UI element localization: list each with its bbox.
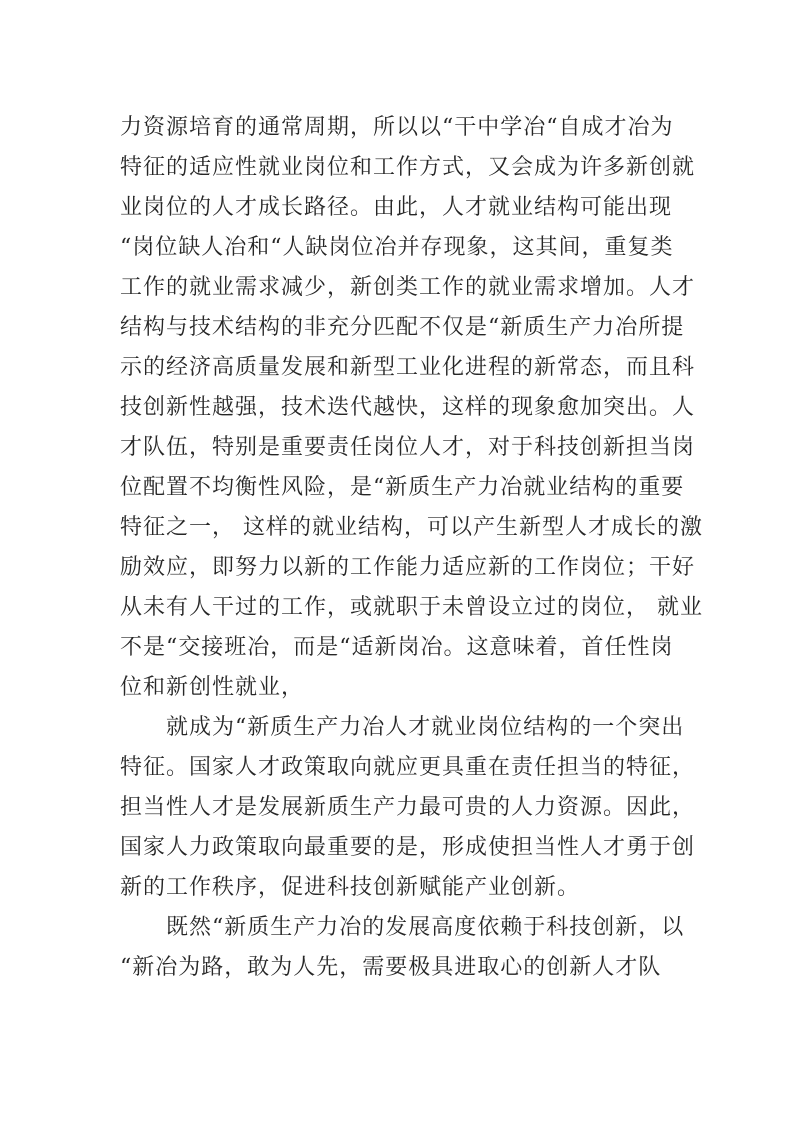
text-line: 特征之一， 这样的就业结构，可以产生新型人才成长的激 bbox=[120, 515, 703, 540]
text-line: 技创新性越强，技术迭代越快，这样的现象愈加突出。人 bbox=[120, 395, 696, 420]
text-line: 担当性人才是发展新质生产力最可贵的人力资源。因此， bbox=[120, 795, 696, 820]
text-line: 励效应，即努力以新的工作能力适应新的工作岗位；干好 bbox=[120, 555, 696, 580]
text-line: 位配置不均衡性风险，是“新质生产力冶就业结构的重要 bbox=[120, 475, 685, 500]
text-line: 就成为“新质生产力冶人才就业岗位结构的一个突出 bbox=[120, 715, 685, 740]
text-line: 从未有人干过的工作，或就职于未曾设立过的岗位， 就业 bbox=[120, 595, 703, 620]
text-line: 不是“交接班冶，而是“适新岗冶。这意味着，首任性岗 bbox=[120, 635, 674, 660]
text-line: “岗位缺人冶和“人缺岗位冶并存现象，这其间，重复类 bbox=[120, 235, 674, 260]
text-line: “新冶为路，敢为人先，需要极具进取心的创新人才队 bbox=[120, 955, 662, 980]
text-line: 既然“新质生产力冶的发展高度依赖于科技创新，以 bbox=[120, 915, 685, 940]
text-line: 特征。国家人才政策取向就应更具重在责任担当的特征， bbox=[120, 755, 696, 780]
text-line: 新的工作秩序，促进科技创新赋能产业创新。 bbox=[120, 875, 581, 900]
text-line: 国家人力政策取向最重要的是，形成使担当性人才勇于创 bbox=[120, 835, 696, 860]
text-line: 示的经济高质量发展和新型工业化进程的新常态，而且科 bbox=[120, 355, 696, 380]
text-line: 位和新创性就业， bbox=[120, 675, 305, 700]
text-line: 工作的就业需求减少，新创类工作的就业需求增加。人才 bbox=[120, 275, 696, 300]
text-line: 才队伍，特别是重要责任岗位人才，对于科技创新担当岗 bbox=[120, 435, 696, 460]
text-line: 特征的适应性就业岗位和工作方式，又会成为许多新创就 bbox=[120, 155, 696, 180]
body-text bbox=[120, 108, 703, 988]
text-line: 结构与技术结构的非充分匹配不仅是“新质生产力冶所提 bbox=[120, 315, 685, 340]
text-line: 力资源培育的通常周期，所以以“干中学冶“自成才冶为 bbox=[120, 115, 674, 140]
text-line: 业岗位的人才成长路径。由此，人才就业结构可能出现 bbox=[120, 195, 673, 220]
